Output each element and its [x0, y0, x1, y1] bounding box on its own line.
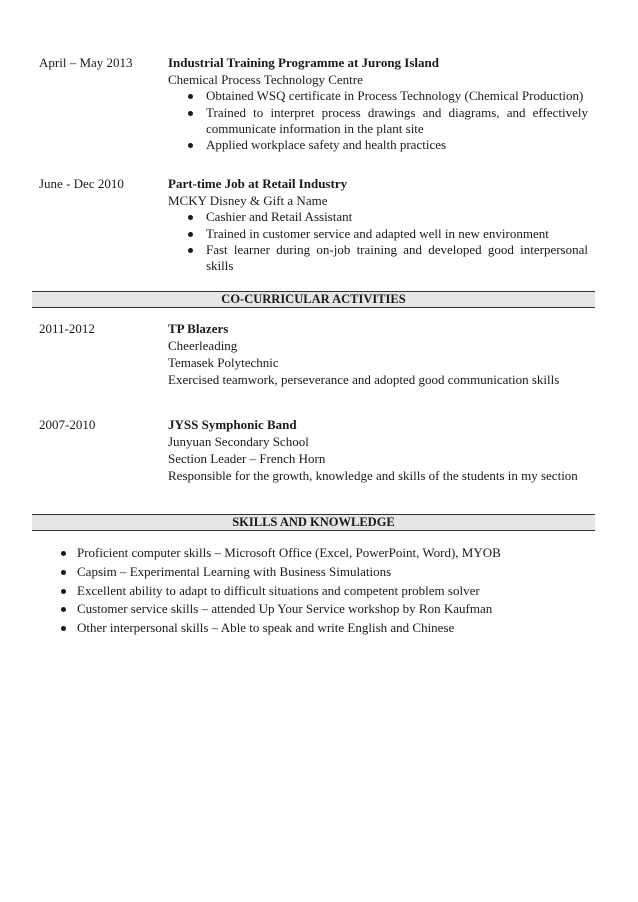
- skill-item: Customer service skills – attended Up Your Service workshop by Ron Kaufman: [0, 600, 638, 619]
- entry-title: Part-time Job at Retail Industry: [168, 176, 348, 191]
- entry-date: June - Dec 2010: [39, 176, 124, 191]
- bullet-item: Applied workplace safety and health practices: [168, 137, 588, 153]
- entry-organization: MCKY Disney & Gift a Name: [168, 193, 328, 208]
- skill-item: Capsim – Experimental Learning with Business Simulations: [0, 563, 638, 582]
- entry-body: [168, 320, 588, 388]
- skill-item: Proficient computer skills – Microsoft Office (Excel, PowerPoint, Word), MYOB: [0, 544, 638, 563]
- entry-line: Section Leader – French Horn: [168, 451, 326, 466]
- entry-line: Temasek Polytechnic: [168, 355, 279, 370]
- entry-title: Industrial Training Programme at Jurong Island: [168, 55, 439, 70]
- entry-line: Cheerleading: [168, 338, 238, 353]
- entry-title: JYSS Symphonic Band: [168, 417, 297, 432]
- entry-date: April – May 2013: [39, 55, 133, 70]
- entry-bullet-list: [168, 209, 588, 274]
- bullet-item: Obtained WSQ certificate in Process Technology (Chemical Production): [168, 88, 588, 104]
- entry-date: 2011-2012: [39, 321, 95, 336]
- section-heading-cca: CO-CURRICULAR ACTIVITIES: [32, 291, 595, 308]
- entry-body: [168, 54, 588, 154]
- bullet-item: Trained to interpret process drawings and diagrams, and effectively communicate information in the plant site: [168, 105, 588, 137]
- entry-bullet-list: [168, 88, 588, 153]
- entry-date: 2007-2010: [39, 417, 96, 432]
- bullet-item: Cashier and Retail Assistant: [168, 209, 588, 225]
- bullet-item: Trained in customer service and adapted well in new environment: [168, 226, 588, 242]
- bullet-item: Fast learner during on-job training and developed good interpersonal skills: [168, 242, 588, 274]
- skills-list: [0, 544, 638, 638]
- skill-item: Excellent ability to adapt to difficult situations and competent problem solver: [0, 582, 638, 601]
- entry-line: Exercised teamwork, perseverance and adopted good communication skills: [168, 372, 560, 387]
- entry-title: TP Blazers: [168, 321, 229, 336]
- entry-organization: Chemical Process Technology Centre: [168, 72, 363, 87]
- entry-body: [168, 416, 588, 484]
- entry-line: Responsible for the growth, knowledge and skills of the students in my section: [168, 468, 578, 483]
- entry-body: [168, 175, 588, 275]
- entry-line: Junyuan Secondary School: [168, 434, 309, 449]
- section-heading-skills: SKILLS AND KNOWLEDGE: [32, 514, 595, 531]
- skill-item: Other interpersonal skills – Able to speak and write English and Chinese: [0, 619, 638, 638]
